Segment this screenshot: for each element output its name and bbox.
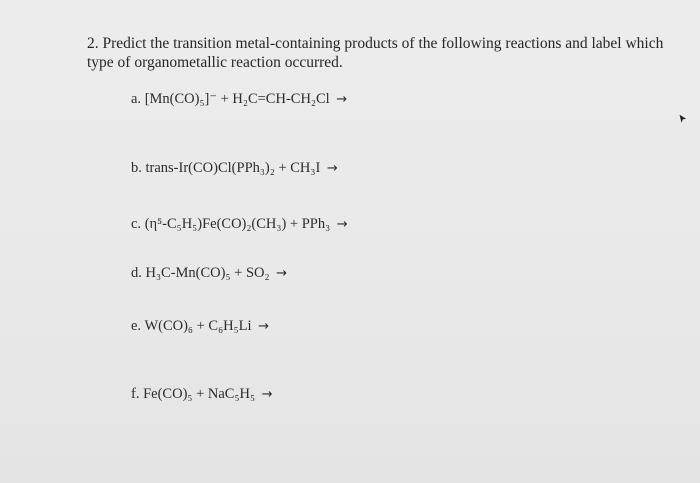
reaction-equation: Fe(CO)₅ + NaC₅H₅ — [143, 386, 256, 402]
question-line-1: 2. Predict the transition metal-containing products of the following reactions and label which — [87, 35, 664, 52]
reaction-equation: [Mn(CO)₅]⁻ + H₂C=CH-CH₂Cl — [144, 91, 330, 107]
question-line-2: type of organometallic reaction occurred. — [87, 54, 343, 71]
reaction-label: a. — [131, 91, 142, 107]
reaction-arrow-icon: → — [336, 217, 348, 232]
reaction-arrow-icon: → — [326, 161, 338, 176]
reaction-label: e. — [131, 318, 142, 334]
reaction-e — [131, 318, 269, 335]
reaction-label: b. — [131, 160, 142, 176]
reaction-label: c. — [131, 216, 142, 232]
reaction-b — [131, 160, 338, 177]
reaction-label: d. — [131, 265, 142, 281]
reaction-equation: trans-Ir(CO)Cl(PPh₃)₂ + CH₃I — [145, 160, 321, 176]
question-prompt — [87, 34, 687, 72]
reaction-arrow-icon: → — [258, 319, 270, 334]
reaction-a — [131, 91, 347, 108]
reaction-equation: W(CO)₆ + C₆H₅Li — [144, 318, 252, 334]
reaction-label: f. — [131, 386, 140, 402]
reaction-f — [131, 386, 273, 403]
reaction-arrow-icon: → — [276, 266, 288, 281]
reaction-arrow-icon: → — [336, 92, 348, 107]
reaction-equation: H₃C-Mn(CO)₅ + SO₂ — [145, 265, 270, 281]
mouse-pointer-icon — [678, 113, 688, 125]
reaction-d — [131, 265, 287, 282]
reaction-equation: (η⁵-C₅H₅)Fe(CO)₂(CH₃) + PPh₃ — [144, 216, 331, 232]
reaction-c — [131, 216, 348, 233]
reaction-arrow-icon: → — [261, 387, 273, 402]
